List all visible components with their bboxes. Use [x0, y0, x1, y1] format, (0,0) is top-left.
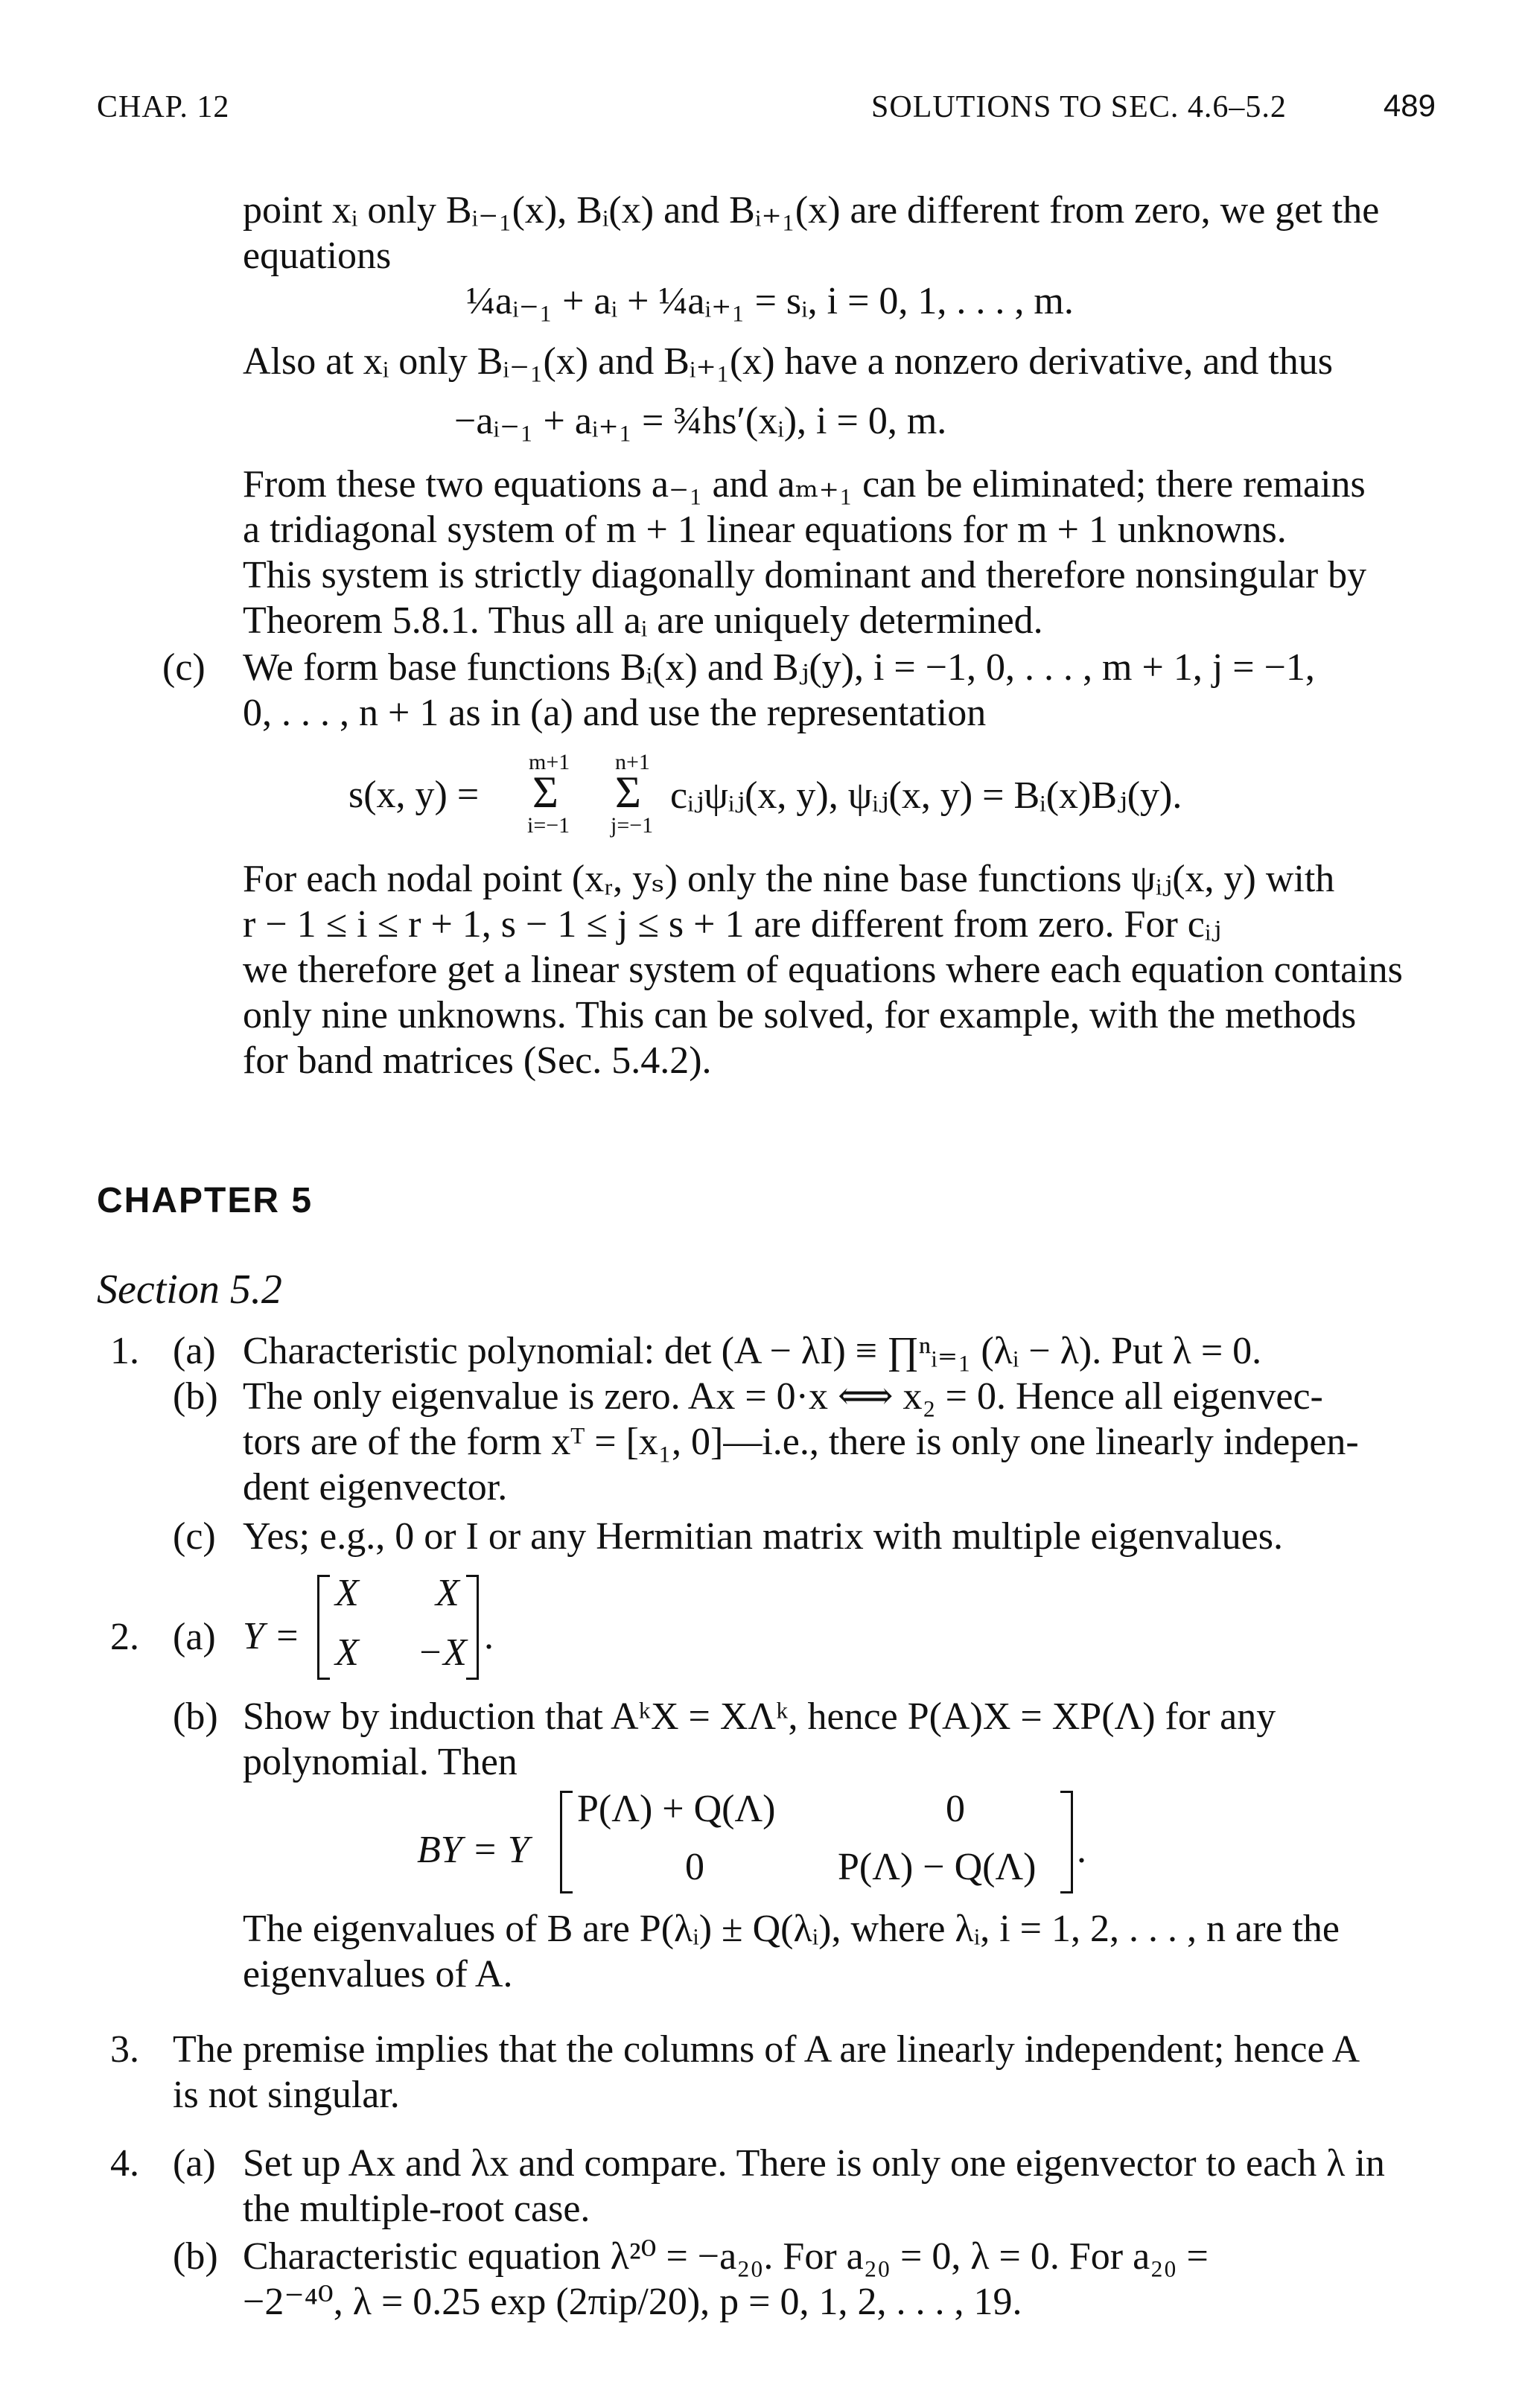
- paragraph-line: r − 1 ≤ i ≤ r + 1, s − 1 ≤ j ≤ s + 1 are different from zero. For cᵢⱼ: [243, 903, 1222, 946]
- paragraph-line: for band matrices (Sec. 5.4.2).: [243, 1039, 712, 1082]
- paragraph-line: eigenvalues of A.: [243, 1953, 513, 1995]
- item-label-c: (c): [162, 646, 206, 689]
- section-heading: Section 5.2: [97, 1267, 282, 1313]
- right-bracket: [1060, 1791, 1073, 1893]
- paragraph-line: Show by induction that AᵏX = XΛᵏ, hence P(A)X = XP(Λ) for any: [243, 1695, 1276, 1738]
- sum-sign: Σ: [532, 768, 558, 817]
- matrix-entry: 0: [946, 1788, 965, 1830]
- matrix-lhs: BY = Y: [417, 1829, 529, 1871]
- equation-spline-rhs: cᵢⱼψᵢⱼ(x, y), ψᵢⱼ(x, y) = Bᵢ(x)Bⱼ(y).: [670, 774, 1182, 817]
- matrix-entry: X: [436, 1572, 459, 1614]
- matrix-entry: P(Λ) + Q(Λ): [577, 1788, 776, 1830]
- paragraph-line: dent eigenvector.: [243, 1466, 508, 1509]
- matrix-entry: X: [335, 1631, 359, 1674]
- paragraph-line: The eigenvalues of B are P(λᵢ) ± Q(λᵢ), where λᵢ, i = 1, 2, . . . , n are the: [243, 1908, 1340, 1950]
- matrix-entry: 0: [685, 1846, 704, 1888]
- running-header-section: SOLUTIONS TO SEC. 4.6–5.2: [871, 90, 1287, 124]
- paragraph-line: Characteristic equation λ²⁰ = −a₂₀. For a₂₀ = 0, λ = 0. For a₂₀ =: [243, 2235, 1209, 2278]
- item-number: 2.: [110, 1616, 139, 1658]
- equation-derivative: −aᵢ₋₁ + aᵢ₊₁ = ¾hs′(xᵢ), i = 0, m.: [454, 400, 947, 442]
- left-bracket: [317, 1575, 330, 1680]
- item-label-b: (b): [173, 1375, 218, 1418]
- paragraph-line: The premise implies that the columns of A are linearly independent; hence A: [173, 2028, 1360, 2071]
- matrix-lhs: Y =: [243, 1615, 301, 1657]
- item-label-a: (a): [173, 1330, 216, 1372]
- item-label-b: (b): [173, 2235, 218, 2278]
- paragraph-line: is not singular.: [173, 2074, 400, 2116]
- item-number: 1.: [110, 1330, 139, 1372]
- item-number: 3.: [110, 2028, 139, 2071]
- running-header-chapter: CHAP. 12: [97, 90, 230, 124]
- paragraph-line: Characteristic polynomial: det (A − λI) ≡ ∏ⁿᵢ₌₁ (λᵢ − λ). Put λ = 0.: [243, 1330, 1262, 1372]
- right-bracket: [466, 1575, 479, 1680]
- paragraph-line: Theorem 5.8.1. Thus all aᵢ are uniquely determined.: [243, 599, 1043, 642]
- matrix-entry: X: [335, 1572, 359, 1614]
- matrix-entry: P(Λ) − Q(Λ): [838, 1846, 1037, 1888]
- paragraph-line: tors are of the form xᵀ = [x₁, 0]—i.e., there is only one linearly indepen-: [243, 1421, 1359, 1463]
- matrix-period: .: [484, 1615, 494, 1657]
- paragraph-line: Yes; e.g., 0 or I or any Hermitian matrix with multiple eigenvalues.: [243, 1515, 1283, 1558]
- paragraph-line: polynomial. Then: [243, 1741, 518, 1783]
- paragraph-line: we therefore get a linear system of equations where each equation contains: [243, 949, 1403, 991]
- item-label-a: (a): [173, 1616, 216, 1658]
- matrix-entry: −X: [417, 1631, 467, 1674]
- paragraph-line: From these two equations a₋₁ and aₘ₊₁ can be eliminated; there remains: [243, 463, 1366, 506]
- item-label-c: (c): [173, 1515, 216, 1558]
- page-number: 489: [1383, 88, 1436, 123]
- paragraph-line: −2⁻⁴⁰, λ = 0.25 exp (2πip/20), p = 0, 1, 2, . . . , 19.: [243, 2281, 1022, 2323]
- paragraph-line: Also at xᵢ only Bᵢ₋₁(x) and Bᵢ₊₁(x) have a nonzero derivative, and thus: [243, 340, 1333, 383]
- equation-tridiagonal: ¼aᵢ₋₁ + aᵢ + ¼aᵢ₊₁ = sᵢ, i = 0, 1, . . . , m.: [466, 280, 1074, 322]
- item-label-b: (b): [173, 1695, 218, 1738]
- sum-sign: Σ: [615, 768, 641, 817]
- item-label-a: (a): [173, 2142, 216, 2185]
- paragraph-line: a tridiagonal system of m + 1 linear equations for m + 1 unknowns.: [243, 509, 1287, 551]
- item-number: 4.: [110, 2142, 139, 2185]
- paragraph-line: This system is strictly diagonally dominant and therefore nonsingular by: [243, 554, 1367, 596]
- equation-spline-lhs: s(x, y) =: [348, 774, 480, 816]
- paragraph-line: 0, . . . , n + 1 as in (a) and use the representation: [243, 692, 987, 734]
- sum-upper-limit: m+1: [529, 750, 570, 774]
- matrix-period: .: [1077, 1829, 1086, 1871]
- paragraph-line: For each nodal point (xᵣ, yₛ) only the nine base functions ψᵢⱼ(x, y) with: [243, 858, 1335, 900]
- paragraph-line: Set up Ax and λx and compare. There is only one eigenvector to each λ in: [243, 2142, 1385, 2185]
- paragraph-line: only nine unknowns. This can be solved, for example, with the methods: [243, 994, 1357, 1036]
- paragraph-line: equations: [243, 235, 392, 277]
- sum-lower-limit: j=−1: [611, 813, 654, 838]
- sum-upper-limit: n+1: [615, 750, 650, 774]
- sum-lower-limit: i=−1: [527, 813, 570, 838]
- paragraph-line: the multiple-root case.: [243, 2188, 590, 2230]
- paragraph-line: point xᵢ only Bᵢ₋₁(x), Bᵢ(x) and Bᵢ₊₁(x) are different from zero, we get the: [243, 189, 1380, 232]
- paragraph-line: The only eigenvalue is zero. Ax = 0·x ⟺ x₂ = 0. Hence all eigenvec-: [243, 1375, 1323, 1418]
- left-bracket: [560, 1791, 573, 1893]
- chapter-heading: CHAPTER 5: [97, 1181, 313, 1220]
- paragraph-line: We form base functions Bᵢ(x) and Bⱼ(y), i = −1, 0, . . . , m + 1, j = −1,: [243, 646, 1315, 689]
